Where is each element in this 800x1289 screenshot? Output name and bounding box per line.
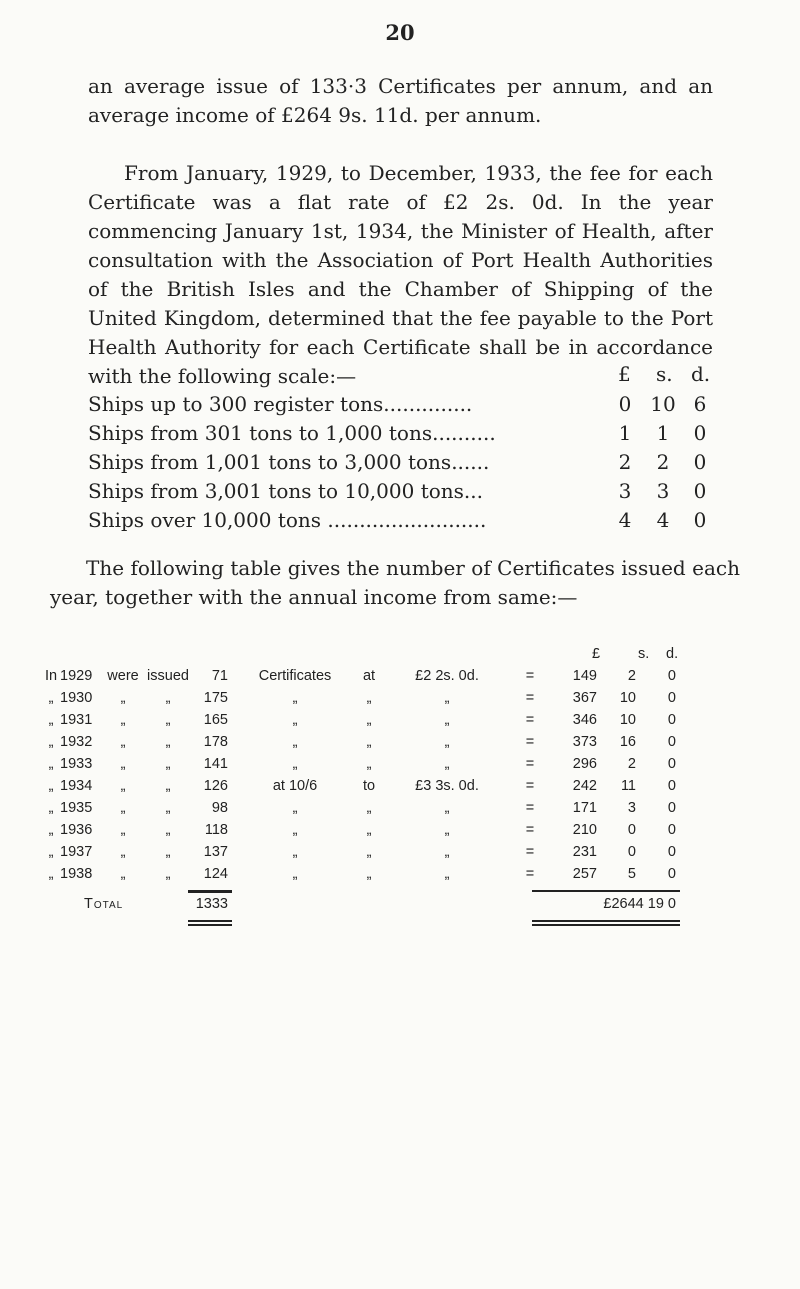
- table-cell-c5: „: [366, 800, 372, 816]
- table-cell-eq: =: [525, 866, 535, 882]
- table-cell-eq: =: [525, 800, 535, 816]
- table-cell-shillings: 16: [619, 734, 636, 750]
- table-cell-c2: „: [165, 690, 171, 706]
- page-number: 20: [385, 20, 415, 45]
- table-row: [40, 712, 740, 734]
- table-cell-pounds: 296: [572, 756, 597, 772]
- table-cell-c2: „: [165, 778, 171, 794]
- table-row: [40, 668, 740, 690]
- table-row: [40, 844, 740, 866]
- table-cell-count: 126: [203, 778, 228, 794]
- table-cell-c5: „: [366, 822, 372, 838]
- table-header-row: [40, 646, 740, 668]
- table-cell-c4: „: [292, 712, 298, 728]
- fee-scale-shillings: 3: [656, 479, 670, 503]
- fee-scale-header-shillings: s.: [656, 362, 673, 386]
- table-cell-shillings: 10: [619, 690, 636, 706]
- table-cell-pence: 0: [667, 844, 676, 860]
- table-cell-c6: £3 3s. 0d.: [415, 778, 479, 794]
- table-row: [40, 734, 740, 756]
- count-total-double-rule-bottom: [188, 924, 232, 926]
- table-cell-shillings: 2: [627, 756, 636, 772]
- table-cell-count: 141: [203, 756, 228, 772]
- table-cell-pounds: 346: [572, 712, 597, 728]
- fee-scale-row: [88, 506, 713, 534]
- table-cell-c6: „: [444, 734, 450, 750]
- fee-scale: [88, 360, 713, 532]
- paragraph-average-issue: an average issue of 133·3 Certificates per annum, and an average income of £264 9s. 11d. per annum.: [88, 74, 713, 127]
- fee-scale-pounds: 3: [618, 479, 632, 503]
- table-cell-count: 118: [204, 822, 228, 838]
- table-cell-pounds: 171: [572, 800, 597, 816]
- table-cell-pence: 0: [667, 756, 676, 772]
- table-cell-year: 1929: [60, 668, 93, 684]
- table-cell-prefix: „: [48, 734, 54, 750]
- table-cell-shillings: 0: [627, 822, 636, 838]
- table-cell-c1: „: [120, 800, 126, 816]
- fee-scale-pence: 0: [693, 421, 707, 445]
- table-cell-c5: „: [366, 734, 372, 750]
- table-cell-c5: to: [362, 778, 376, 794]
- table-header-pence: d.: [666, 646, 679, 662]
- table-cell-year: 1932: [60, 734, 93, 750]
- table-cell-eq: =: [525, 712, 535, 728]
- table-cell-count: 124: [203, 866, 228, 882]
- table-cell-year: 1935: [60, 800, 93, 816]
- table-cell-pounds: 210: [572, 822, 597, 838]
- table-cell-pounds: 257: [572, 866, 597, 882]
- table-cell-c1: „: [120, 844, 126, 860]
- table-cell-c6: £2 2s. 0d.: [415, 668, 479, 684]
- table-cell-c4: „: [292, 734, 298, 750]
- table-cell-pounds: 367: [572, 690, 597, 706]
- amount-total-double-rule-bottom: [532, 924, 680, 926]
- table-cell-year: 1933: [60, 756, 93, 772]
- fee-scale-pounds: 2: [618, 450, 632, 474]
- table-cell-count: 178: [203, 734, 228, 750]
- table-cell-pence: 0: [667, 668, 676, 684]
- table-cell-pence: 0: [667, 690, 676, 706]
- table-cell-shillings: 5: [627, 866, 636, 882]
- table-cell-year: 1934: [60, 778, 93, 794]
- table-cell-c2: „: [165, 844, 171, 860]
- table-cell-prefix: „: [48, 844, 54, 860]
- fee-scale-pence: 6: [693, 392, 707, 416]
- table-cell-c1: „: [120, 866, 126, 882]
- table-row: [40, 690, 740, 712]
- table-cell-c2: „: [165, 734, 171, 750]
- table-cell-c4: „: [292, 866, 298, 882]
- table-cell-pence: 0: [667, 712, 676, 728]
- table-cell-c6: „: [444, 712, 450, 728]
- table-cell-c4: „: [292, 756, 298, 772]
- fee-scale-pounds: 4: [618, 508, 632, 532]
- fee-scale-row: [88, 477, 713, 505]
- table-row: [40, 778, 740, 800]
- table-cell-prefix: „: [48, 800, 54, 816]
- table-cell-count: 137: [203, 844, 228, 860]
- paragraph-fee-history: From January, 1929, to December, 1933, the fee for each Certificate was a flat rate of £2 2s. 0d. In the year commencing January 1st, 1934, the Minister of Health, after consultation with the Association of Port Health Authorities of the British Isles and the Chamber of Shipping of the United Kingdom, determined that the fee payable to the Port Health Authority for each Certificate shall be in accordance with the following scale:—: [88, 161, 713, 388]
- table-row: [40, 866, 740, 888]
- table-cell-c6: „: [444, 800, 450, 816]
- table-cell-c4: „: [292, 690, 298, 706]
- table-cell-shillings: 2: [627, 668, 636, 684]
- table-cell-c2: „: [165, 800, 171, 816]
- total-label: Total: [84, 896, 124, 912]
- table-cell-year: 1931: [60, 712, 93, 728]
- table-row: [40, 822, 740, 844]
- table-cell-c6: „: [444, 756, 450, 772]
- fee-scale-header-pounds: £: [618, 362, 631, 386]
- table-cell-prefix: „: [48, 822, 54, 838]
- fee-scale-shillings: 2: [656, 450, 670, 474]
- fee-scale-pence: 0: [693, 508, 707, 532]
- table-cell-c4: Certificates: [258, 668, 332, 684]
- table-cell-c1: „: [120, 712, 126, 728]
- fee-scale-label: Ships from 301 tons to 1,000 tons..........: [88, 421, 496, 445]
- table-cell-c2: „: [165, 866, 171, 882]
- table-cell-shillings: 10: [619, 712, 636, 728]
- fee-scale-pence: 0: [693, 479, 707, 503]
- fee-scale-shillings: 1: [656, 421, 670, 445]
- table-cell-eq: =: [525, 668, 535, 684]
- table-cell-c5: „: [366, 866, 372, 882]
- fee-scale-shillings: 10: [650, 392, 676, 416]
- table-cell-pence: 0: [667, 822, 676, 838]
- table-cell-prefix: „: [48, 756, 54, 772]
- total-count: 1333: [195, 896, 228, 912]
- table-cell-pounds: 373: [572, 734, 597, 750]
- table-cell-eq: =: [525, 822, 535, 838]
- table-cell-c6: „: [444, 844, 450, 860]
- table-cell-c4: at 10/6: [272, 778, 318, 794]
- table-cell-eq: =: [525, 756, 535, 772]
- table-cell-c5: „: [366, 844, 372, 860]
- table-cell-year: 1937: [60, 844, 93, 860]
- table-cell-eq: =: [525, 844, 535, 860]
- table-cell-prefix: „: [48, 778, 54, 794]
- table-cell-c1: were: [107, 668, 139, 684]
- table-row: [40, 800, 740, 822]
- table-cell-c1: „: [120, 822, 126, 838]
- table-cell-c5: at: [362, 668, 376, 684]
- table-cell-c1: „: [120, 778, 126, 794]
- fee-scale-header-pence: d.: [691, 362, 711, 386]
- table-cell-eq: =: [525, 734, 535, 750]
- count-total-double-rule-top: [188, 920, 232, 922]
- table-cell-c4: „: [292, 844, 298, 860]
- table-cell-shillings: 11: [620, 778, 636, 794]
- table-cell-eq: =: [525, 690, 535, 706]
- table-cell-c2: issued: [147, 668, 189, 684]
- fee-scale-row: [88, 390, 713, 418]
- table-cell-year: 1930: [60, 690, 93, 706]
- table-cell-pounds: 242: [572, 778, 597, 794]
- fee-scale-label: Ships over 10,000 tons .........................: [88, 508, 487, 532]
- fee-scale-row: [88, 448, 713, 476]
- table-header-pounds: £: [592, 646, 601, 662]
- table-cell-c5: „: [366, 712, 372, 728]
- table-cell-shillings: 0: [627, 844, 636, 860]
- table-cell-c5: „: [366, 690, 372, 706]
- table-cell-c1: „: [120, 690, 126, 706]
- fee-scale-label: Ships from 3,001 tons to 10,000 tons...: [88, 479, 483, 503]
- table-cell-pence: 0: [667, 800, 676, 816]
- table-cell-pence: 0: [667, 734, 676, 750]
- table-cell-pounds: 231: [572, 844, 597, 860]
- table-cell-c4: „: [292, 822, 298, 838]
- amount-subtotal-rule: [532, 890, 680, 892]
- table-cell-prefix: „: [48, 712, 54, 728]
- amount-total-double-rule-top: [532, 920, 680, 922]
- table-cell-year: 1938: [60, 866, 93, 882]
- table-cell-c2: „: [165, 712, 171, 728]
- table-cell-pence: 0: [667, 778, 676, 794]
- table-cell-pence: 0: [667, 866, 676, 882]
- table-cell-count: 98: [211, 800, 228, 816]
- table-cell-count: 165: [203, 712, 228, 728]
- table-cell-pounds: 149: [572, 668, 597, 684]
- table-cell-c6: „: [444, 822, 450, 838]
- fee-scale-label: Ships from 1,001 tons to 3,000 tons......: [88, 450, 490, 474]
- table-cell-c4: „: [292, 800, 298, 816]
- fee-scale-label: Ships up to 300 register tons..............: [88, 392, 473, 416]
- fee-scale-row: [88, 419, 713, 447]
- table-cell-c6: „: [444, 690, 450, 706]
- table-cell-shillings: 3: [627, 800, 636, 816]
- table-cell-count: 71: [211, 668, 228, 684]
- paragraph-table-intro: The following table gives the number of Certificates issued each year, together with the annual income from same:—: [50, 556, 740, 609]
- table-cell-c6: „: [444, 866, 450, 882]
- fee-scale-pounds: 1: [618, 421, 632, 445]
- table-cell-c1: „: [120, 734, 126, 750]
- fee-scale-shillings: 4: [656, 508, 670, 532]
- table-cell-c2: „: [165, 822, 171, 838]
- table-cell-c2: „: [165, 756, 171, 772]
- fee-scale-pounds: 0: [618, 392, 632, 416]
- table-cell-prefix: In: [44, 668, 58, 684]
- table-row: [40, 756, 740, 778]
- table-cell-c5: „: [366, 756, 372, 772]
- table-cell-prefix: „: [48, 866, 54, 882]
- total-amount: £2644 19 0: [603, 896, 676, 912]
- table-cell-prefix: „: [48, 690, 54, 706]
- table-cell-eq: =: [525, 778, 535, 794]
- table-cell-count: 175: [203, 690, 228, 706]
- fee-scale-pence: 0: [693, 450, 707, 474]
- table-cell-year: 1936: [60, 822, 93, 838]
- table-header-shillings: s.: [638, 646, 650, 662]
- table-cell-c1: „: [120, 756, 126, 772]
- count-subtotal-rule: [188, 890, 232, 893]
